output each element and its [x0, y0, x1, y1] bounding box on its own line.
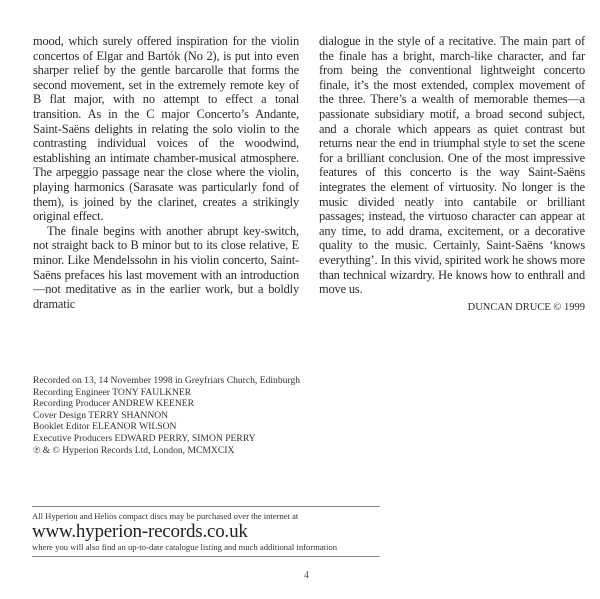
credit-line: Recording Engineer TONY FAULKNER: [33, 386, 192, 398]
credit-line: Executive Producers EDWARD PERRY, SIMON PERRY: [33, 432, 256, 444]
credit-line: Recorded on 13, 14 November 1998 in Greyfriars Church, Edinburgh: [33, 375, 301, 386]
paragraph: mood, which surely offered inspiration for the violin concertos of Elgar and Bartók (No 2), is put into even sharper relief by the gentle barcarolle that forms the second movement, set in the extremely remote key of B flat major, with no attempt to effect a tonal transition. As in the C major Concerto’s Andante, Saint-Saëns delights in relating the solo violin to the contrasting individual voices of the woodwind, establishing an intimate chamber-musical atmosphere. The arpeggio passage near the close where the violin, playing harmonics (Sarasate was particularly fond of them), is joined by the clarinet, creates a strikingly original effect.: [33, 34, 299, 224]
recording-credits: [33, 375, 300, 456]
credit-line: Booklet Editor ELEANOR WILSON: [33, 421, 177, 433]
credit-line: Cover Design TERRY SHANNON: [33, 409, 169, 421]
article-left-column: [33, 34, 299, 311]
paragraph: The finale begins with another abrupt key-switch, not straight back to B minor but to its close relative, E minor. Like Mendelssohn in his violin concerto, Saint-Saëns prefaces his last movement with an introduction—not meditative as in the earlier work, but a boldly dramatic: [33, 223, 299, 311]
website-intro-text: All Hyperion and Helios compact discs may be purchased over the internet at: [32, 511, 299, 521]
website-box: [32, 506, 380, 557]
copyright-line: ℗ & © Hyperion Records Ltd, London, MCMXCIX: [33, 444, 235, 456]
paragraph: dialogue in the style of a recitative. The main part of the finale has a bright, march-like character, and far from being the conventional lightweight concerto finale, it’s the most extended, complex movement of the three. There’s a wealth of memorable themes—a passionate subsidiary motif, a broad second subject, and a chorale which appears as quiet contrast but returns near the end in triumphal style to set the scene for a brilliant conclusion. One of the most impressive features of this concerto is the way Saint-Saëns integrates the element of virtuosity. No longer is the music divided neatly into cantabile or brilliant passages; instead, the virtuoso character can appear at any time, to add drama, excitement, or a decorative quality to the music. Certainly, Saint-Saëns ‘knows everything’. In this vivid, spirited work he shows more than technical wizardry. He knows how to enthrall and move us.: [319, 34, 585, 297]
page-number: 4: [304, 570, 309, 581]
website-outro-text: where you will also find an up-to-date catalogue listing and much additional information: [32, 542, 337, 552]
credit-line: Recording Producer ANDREW KEENER: [33, 398, 195, 410]
website-url[interactable]: www.hyperion-records.co.uk: [32, 521, 248, 542]
author-signature: DUNCAN DRUCE © 1999: [467, 301, 585, 313]
article-right-column: [319, 34, 585, 315]
